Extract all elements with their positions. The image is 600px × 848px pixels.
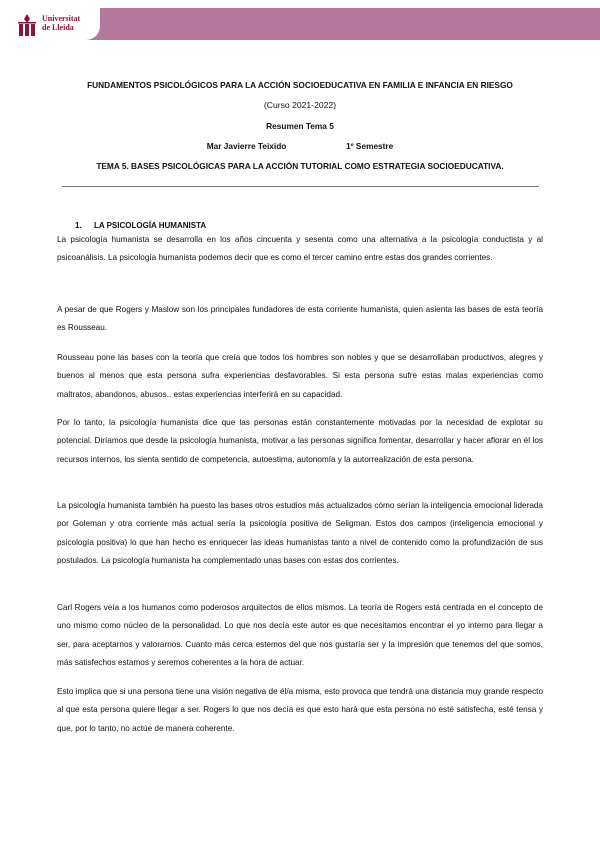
header-band — [0, 8, 600, 40]
topic-title: TEMA 5. BASES PSICOLÓGICAS PARA LA ACCIÓN TUTORIAL COMO ESTRATEGIA SOCIOEDUCATIVA. — [96, 161, 504, 171]
paragraph: A pesar de que Rogers y Maslow son los principales fundadores de esta corriente humanista, quien asienta las bases de esta teoría es Rousseau. — [57, 305, 543, 333]
paragraph: Esto implica que si una persona tiene una visión negativa de él/a misma, esto provoca que tendrá una distancia muy grande respecto al que esta persona quiere llegar a ser. Rogers lo que nos decía es que esto hará que esta persona no esté satisfecha, esté tensa y que, por lo tanto, no actúe de manera coherente. — [57, 687, 543, 733]
logo-text-line1: Universitat — [42, 14, 81, 23]
section-title: LA PSICOLOGÍA HUMANISTA — [94, 221, 207, 230]
author-name: Mar Javierre Teixido — [206, 141, 287, 151]
paragraph: La psicología humanista también ha puesto las bases otros estudios más actualizados cómo serían la inteligencia emocional liderada por Goleman y otra corriente más actual sería la psicología positiva de Seligman. Estos dos campos (inteligencia emocional y psicología positiva) lo que han hecho es enriquecer las ideas humanistas tanto a nivel de contenido como la profundización de sus postulados. La psicología humanista ha complementado unas bases con estas dos corrientes. — [57, 501, 543, 566]
author-semester-line — [40, 141, 560, 151]
course-year: (Curso 2021-2022) — [263, 100, 337, 110]
section-heading — [75, 221, 206, 230]
logo-text-line2: de Lleida — [42, 22, 74, 32]
title-divider — [62, 186, 539, 187]
university-crest-icon — [17, 14, 37, 36]
paragraph: Carl Rogers veía a los humanos como poderosos arquitectos de ellos mismos. La teoría de Rogers está centrada en el concepto de uno mismo como núcleo de la personalidad. Lo que nos decía este autor es que necesitamos encontrar el yo interno para llegar a ser, para aceptarnos y valorarnos. Cuanto más cerca estemos del que nos gustaría ser y la impresión que tenemos del que somos, más satisfechos estamos y seremos coherentes a la hora de actuar. — [57, 603, 543, 668]
semester-label: 1º Semestre — [345, 141, 394, 151]
university-logo-text — [42, 15, 80, 32]
paragraph: La psicología humanista se desarrolla en los años cincuenta y sesenta como una alternativa a la psicología conductista y al psicoanálisis. La psicología humanista podemos decir que es como el tercer camino entre estas dos grandes corrientes. — [57, 235, 543, 263]
section-number: 1. — [75, 221, 82, 230]
summary-title: Resumen Tema 5 — [266, 121, 334, 131]
university-logo — [0, 8, 100, 40]
paragraph: Por lo tanto, la psicología humanista dice que las personas están constantemente motivadas por la necesidad de explotar su potencial. Diríamos que desde la psicología humanista, motivar a las personas significa fomentar, desarrollar y hacer aflorar en él los recursos internos, los sienta sentido de competencia, autoestima, autonomía y la autorrealización de esta persona. — [57, 418, 543, 464]
paragraph: Rousseau pone las bases con la teoría que creía que todos los hombres son nobles y que se desarrollaban productivos, alegres y buenos al menos que esta persona sufra experiencias desfavorables. Si esta persona sufre estas malas experiencias como maltratos, abandonos, abusos.. estas experiencias interferirá en su capacidad. — [57, 353, 543, 399]
course-title: FUNDAMENTOS PSICOLÓGICOS PARA LA ACCIÓN SOCIOEDUCATIVA EN FAMILIA E INFANCIA EN RIESGO — [87, 80, 513, 90]
